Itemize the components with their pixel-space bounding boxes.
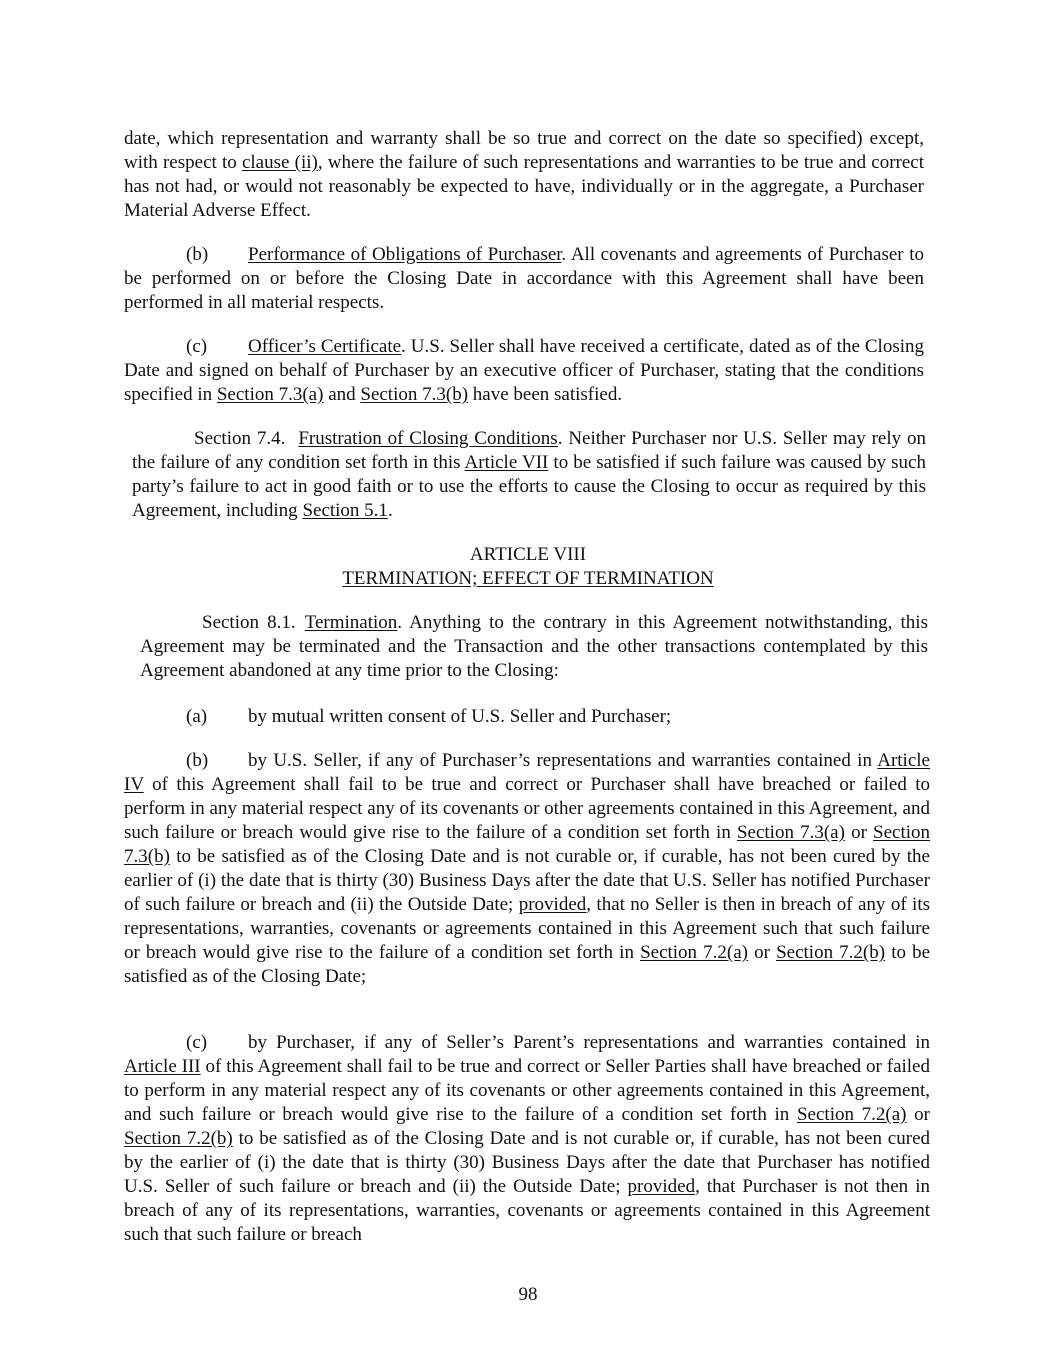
section-number: Section 8.1. bbox=[202, 612, 296, 633]
text-run: , where the failure of such representations and warranties to be true and correct has not had, or would not reasonably be expected to have, individually or in the aggregate, a Purchaser Material Adverse Effect. bbox=[124, 152, 924, 221]
article-number: ARTICLE VIII bbox=[469, 544, 587, 565]
paragraph-7-3-c bbox=[124, 335, 924, 407]
clause-8-1-b bbox=[124, 749, 930, 989]
section-heading: Termination bbox=[304, 612, 398, 633]
text-run: . Anything to the contrary in this Agreement notwithstanding, this Agreement may be terminated and the Transaction and the other transactions contemplated by this Agreement abandoned at any time prior to the Closing: bbox=[140, 612, 928, 681]
cross-reference: Section 7.3(b) bbox=[124, 822, 931, 867]
text-run: or bbox=[748, 942, 777, 963]
cross-reference: Section 7.2(b) bbox=[776, 942, 886, 963]
clause-8-1-c bbox=[124, 1031, 930, 1247]
page-number: 98 bbox=[518, 1284, 538, 1305]
text-run: by mutual written consent of U.S. Seller and Purchaser; bbox=[248, 706, 672, 727]
article-title: TERMINATION; EFFECT OF TERMINATION bbox=[342, 568, 714, 589]
cross-reference: Section 7.3(a) bbox=[216, 384, 324, 405]
clause-label: (c) bbox=[186, 336, 208, 357]
text-run: to be satisfied if such failure was caused by such party’s failure to act in good faith or to use the efforts to cause the Closing to occur as required by this Agreement, including bbox=[132, 452, 926, 521]
section-heading: Frustration of Closing Conditions bbox=[298, 428, 558, 449]
cross-reference: Section 7.2(a) bbox=[640, 942, 749, 963]
text-run: . U.S. Seller shall have received a certificate, dated as of the Closing Date and signed on behalf of Purchaser by an executive officer of Purchaser, stating that the conditions specified in bbox=[124, 336, 925, 405]
text-run: of this Agreement shall fail to be true and correct or Purchaser shall have breached or failed to perform in any material respect any of its covenants or other agreements contained in this Agreement, and such failure or breach would give rise to the failure of a condition set forth in bbox=[124, 774, 930, 843]
text-run: , that Purchaser is not then in breach of any of its representations, warranties, covenants or agreements contained in this Agreement such that such failure or breach bbox=[124, 1176, 930, 1245]
cross-reference: Section 7.2(b) bbox=[124, 1128, 233, 1149]
clause-label: (b) bbox=[186, 244, 209, 265]
cross-reference: Article IV bbox=[124, 750, 930, 795]
text-run: by Purchaser, if any of Seller’s Parent’s representations and warranties contained in bbox=[248, 1032, 930, 1053]
paragraph-continuation bbox=[124, 127, 924, 223]
text-run: to be satisfied as of the Closing Date and is not curable or, if curable, has not been cured by the earlier of (i) the date that is thirty (30) Business Days after the date that Purchaser has notified U.S. Seller of such failure or breach and (ii) the Outside Date; bbox=[124, 1128, 930, 1197]
cross-reference: Article VII bbox=[464, 452, 549, 473]
paragraph-7-3-b bbox=[124, 243, 924, 315]
text-run: or bbox=[844, 822, 874, 843]
clause-heading: Officer’s Certificate bbox=[248, 336, 402, 357]
cross-reference: clause (ii) bbox=[241, 152, 318, 173]
cross-reference: Section 7.2(a) bbox=[796, 1104, 907, 1125]
text-run: to be satisfied as of the Closing Date; bbox=[124, 942, 931, 987]
section-8-1 bbox=[140, 611, 928, 683]
text-run: . Neither Purchaser nor U.S. Seller may rely on the failure of any condition set forth in this bbox=[132, 428, 926, 473]
text-run: , that no Seller is then in breach of any of its representations, warranties, covenants or agreements contained in this Agreement such that such failure or breach would give rise to the failure of a condition set forth in bbox=[124, 894, 930, 963]
proviso-term: provided bbox=[627, 1176, 696, 1197]
clause-label: (c) bbox=[186, 1032, 208, 1053]
text-run: by U.S. Seller, if any of Purchaser’s representations and warranties contained in bbox=[248, 750, 878, 771]
text-run: . All covenants and agreements of Purchaser to be performed on or before the Closing Date in accordance with this Agreement shall have been performed in all material respects. bbox=[124, 244, 924, 313]
clause-8-1-a bbox=[124, 705, 932, 729]
text-run: . bbox=[387, 500, 393, 521]
text-run: to be satisfied as of the Closing Date and is not curable or, if curable, has not been cured by the earlier of (i) the date that is thirty (30) Business Days after the date that U.S. Seller has notified Purchaser of such failure or breach and (ii) the Outside Date; bbox=[124, 846, 930, 915]
text-run: date, which representation and warranty shall be so true and correct on the date so specified) except, with respect to bbox=[124, 128, 924, 173]
text-run: have been satisfied. bbox=[468, 384, 623, 405]
clause-label: (a) bbox=[186, 706, 208, 727]
cross-reference: Section 5.1 bbox=[302, 500, 388, 521]
section-number: Section 7.4. bbox=[194, 428, 286, 449]
cross-reference: Section 7.3(a) bbox=[736, 822, 845, 843]
clause-heading: Performance of Obligations of Purchaser bbox=[248, 244, 562, 265]
text-run: or bbox=[906, 1104, 931, 1125]
clause-label: (b) bbox=[186, 750, 209, 771]
cross-reference: Section 7.3(b) bbox=[360, 384, 469, 405]
article-heading bbox=[124, 543, 932, 591]
proviso-term: provided bbox=[518, 894, 587, 915]
section-7-4 bbox=[132, 427, 926, 523]
text-run: of this Agreement shall fail to be true and correct or Seller Parties shall have breached or failed to perform in any material respect any of its covenants or other agreements contained in this Agreement, and such failure or breach would give rise to the failure of a condition set forth in bbox=[124, 1056, 930, 1125]
text-run: and bbox=[323, 384, 361, 405]
cross-reference: Article III bbox=[124, 1056, 201, 1077]
